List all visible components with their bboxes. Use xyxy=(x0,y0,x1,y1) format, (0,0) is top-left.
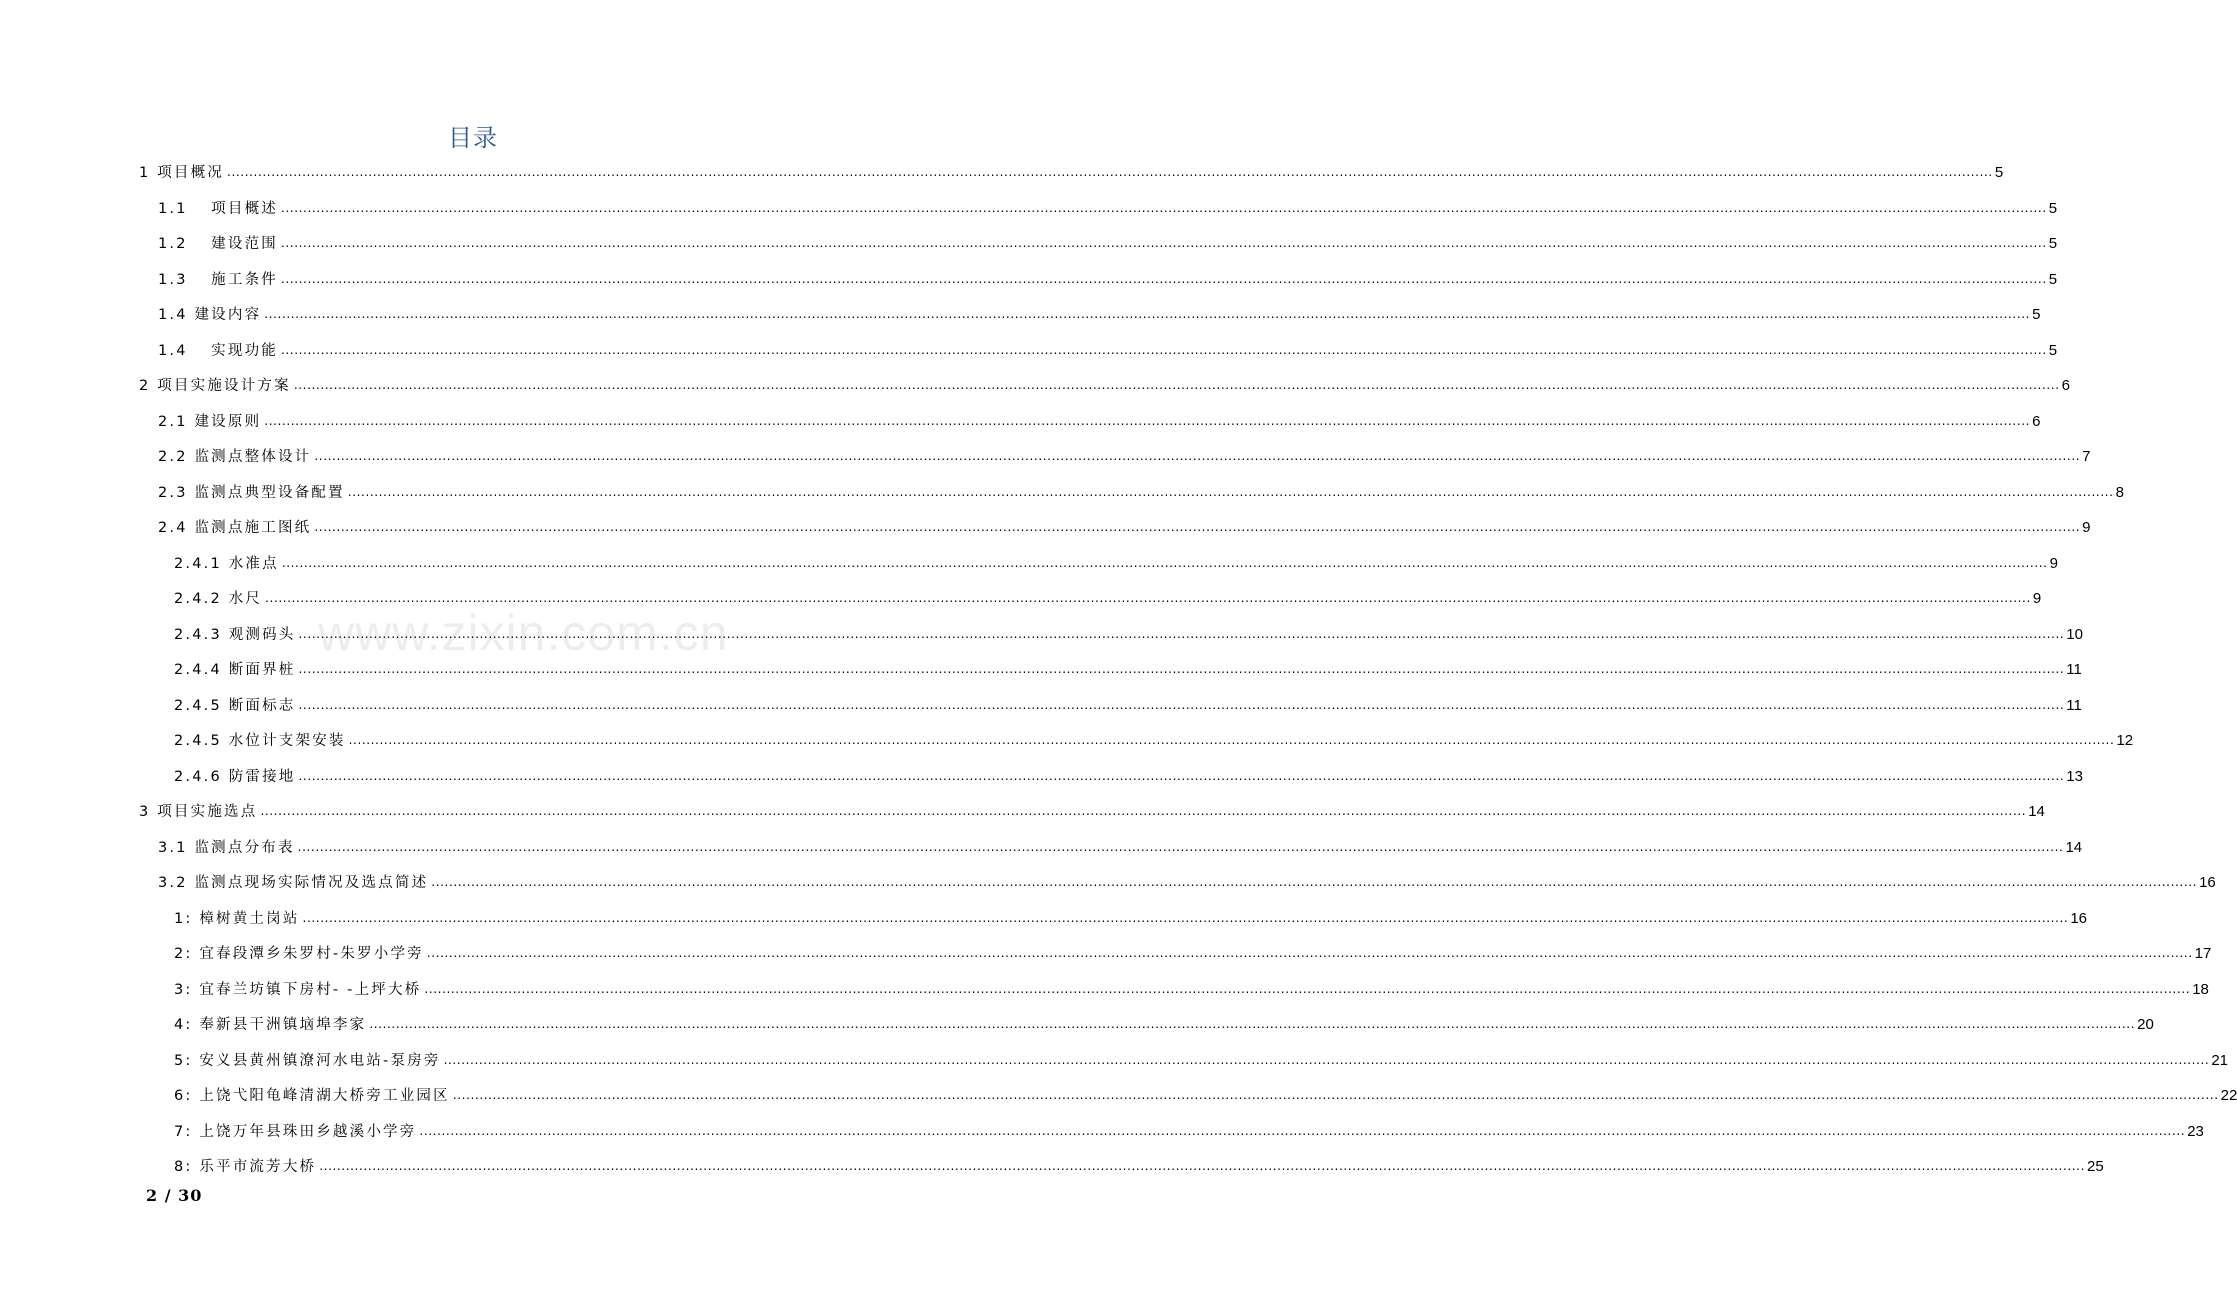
toc-entry[interactable] xyxy=(158,409,2041,431)
toc-leader-dots: ................................................................................................................................................................................................................................................................................................................................................................................................................ xyxy=(265,591,2031,605)
toc-entry-page: 22 xyxy=(2220,1087,2237,1104)
toc-entry[interactable] xyxy=(174,586,2042,608)
toc-leader-dots: ................................................................................................................................................................................................................................................................................................................................................................................................................ xyxy=(298,662,2065,676)
toc-entry-label: 2.4.6 防雷接地 xyxy=(174,768,296,785)
toc-entry-page: 5 xyxy=(2048,341,2058,359)
toc-entry-label: 1.1 项目概述 xyxy=(158,200,278,217)
toc-leader-dots: ................................................................................................................................................................................................................................................................................................................................................................................................................ xyxy=(319,1159,2086,1173)
page-title: 目录 xyxy=(448,124,498,152)
toc-leader-dots: ................................................................................................................................................................................................................................................................................................................................................................................................................ xyxy=(227,165,1993,179)
toc-entry-label: 1.3 施工条件 xyxy=(158,271,278,288)
toc-entry-label: 2 项目实施设计方案 xyxy=(139,378,291,394)
toc-leader-dots: ................................................................................................................................................................................................................................................................................................................................................................................................................ xyxy=(426,946,2193,960)
toc-entry-page: 6 xyxy=(2061,377,2070,394)
toc-entry-label: 1 项目概况 xyxy=(139,165,225,181)
toc-entry-page: 5 xyxy=(1994,164,2004,181)
toc-entry[interactable] xyxy=(174,693,2082,715)
toc-entry[interactable] xyxy=(174,657,2082,679)
toc-entry[interactable] xyxy=(158,444,2091,466)
toc-leader-dots: ................................................................................................................................................................................................................................................................................................................................................................................................................ xyxy=(347,484,2114,499)
toc-entry-page: 17 xyxy=(2194,945,2212,962)
toc-entry-label: 2.4.3 观测码头 xyxy=(174,626,296,643)
toc-entry[interactable] xyxy=(174,551,2058,573)
toc-entry-page: 5 xyxy=(2048,270,2058,288)
toc-entry-page: 13 xyxy=(2066,767,2083,785)
toc-leader-dots: ................................................................................................................................................................................................................................................................................................................................................................................................................ xyxy=(298,768,2065,783)
toc-entry-page: 14 xyxy=(2065,838,2083,856)
toc-entry[interactable] xyxy=(158,480,2124,502)
toc-entry-page: 7 xyxy=(2082,448,2091,465)
toc-leader-dots: ................................................................................................................................................................................................................................................................................................................................................................................................................ xyxy=(260,804,2027,818)
toc-entry-page: 9 xyxy=(2082,519,2091,536)
toc-entry-page: 5 xyxy=(2048,199,2058,217)
watermark: www.zixin.com.cn xyxy=(318,605,729,661)
toc-entry-label: 2.2 监测点整体设计 xyxy=(158,449,312,465)
toc-entry[interactable] xyxy=(174,977,2209,999)
toc-leader-dots: ................................................................................................................................................................................................................................................................................................................................................................................................................ xyxy=(348,733,2115,747)
toc-entry-page: 6 xyxy=(2032,412,2041,430)
toc-entry-page: 12 xyxy=(2116,732,2134,749)
toc-entry-page: 25 xyxy=(2087,1158,2104,1175)
toc-entry-page: 8 xyxy=(2115,483,2124,501)
toc-entry[interactable] xyxy=(174,764,2083,786)
toc-entry[interactable] xyxy=(158,231,2058,253)
toc-entry[interactable] xyxy=(174,906,2087,928)
toc-leader-dots: ................................................................................................................................................................................................................................................................................................................................................................................................................ xyxy=(280,342,2047,357)
toc-leader-dots: ................................................................................................................................................................................................................................................................................................................................................................................................................ xyxy=(280,200,2047,215)
toc-entry-label: 2: 宜春段潭乡朱罗村-朱罗小学旁 xyxy=(174,946,424,962)
toc-entry-page: 16 xyxy=(2070,909,2087,927)
toc-leader-dots: ................................................................................................................................................................................................................................................................................................................................................................................................................ xyxy=(281,555,2048,570)
toc-entry-label: 1: 樟树黄土岗站 xyxy=(174,910,300,927)
toc-entry-label: 2.1 建设原则 xyxy=(158,413,262,430)
toc-entry-page: 5 xyxy=(2032,306,2041,323)
toc-entry-label: 6: 上饶弋阳龟峰清湖大桥旁工业园区 xyxy=(174,1088,450,1104)
toc-entry[interactable] xyxy=(139,160,2004,182)
toc-entry-label: 2.4.5 水位计支架安装 xyxy=(174,733,346,749)
toc-entry-label: 2.4 监测点施工图纸 xyxy=(158,520,312,536)
toc-entry[interactable] xyxy=(158,267,2058,289)
toc-entry-page: 18 xyxy=(2192,980,2209,998)
toc-entry[interactable] xyxy=(158,870,2216,892)
toc-entry-page: 10 xyxy=(2066,625,2083,643)
toc-leader-dots: ................................................................................................................................................................................................................................................................................................................................................................................................................ xyxy=(431,875,2198,889)
toc-entry[interactable] xyxy=(174,728,2134,750)
toc-entry[interactable] xyxy=(158,338,2058,360)
toc-entry-page: 5 xyxy=(2048,235,2058,252)
toc-entry-label: 2.4.4 断面界桩 xyxy=(174,662,296,678)
toc-entry-label: 2.4.1 水准点 xyxy=(174,555,279,572)
toc-entry[interactable] xyxy=(158,515,2091,537)
toc-entry[interactable] xyxy=(158,196,2058,218)
toc-entry-label: 7: 上饶万年县珠田乡越溪小学旁 xyxy=(174,1123,417,1140)
toc-leader-dots: ................................................................................................................................................................................................................................................................................................................................................................................................................ xyxy=(298,697,2065,712)
toc-entry[interactable] xyxy=(174,1012,2154,1034)
toc-leader-dots: ................................................................................................................................................................................................................................................................................................................................................................................................................ xyxy=(369,1017,2136,1031)
toc-leader-dots: ................................................................................................................................................................................................................................................................................................................................................................................................................ xyxy=(264,413,2031,428)
toc-leader-dots: ................................................................................................................................................................................................................................................................................................................................................................................................................ xyxy=(297,839,2064,854)
toc-leader-dots: ................................................................................................................................................................................................................................................................................................................................................................................................................ xyxy=(443,1052,2210,1067)
toc-leader-dots: ................................................................................................................................................................................................................................................................................................................................................................................................................ xyxy=(314,520,2081,534)
toc-entry-label: 1.4 实现功能 xyxy=(158,342,278,359)
toc-leader-dots: ................................................................................................................................................................................................................................................................................................................................................................................................................ xyxy=(264,307,2031,321)
toc-leader-dots: ................................................................................................................................................................................................................................................................................................................................................................................................................ xyxy=(424,981,2191,996)
toc-leader-dots: ................................................................................................................................................................................................................................................................................................................................................................................................................ xyxy=(314,449,2081,463)
toc-entry[interactable] xyxy=(139,799,2045,821)
toc-entry[interactable] xyxy=(158,302,2041,324)
toc-entry-page: 23 xyxy=(2187,1122,2204,1140)
toc-entry-page: 14 xyxy=(2028,803,2045,820)
toc-entry-label: 2.4.5 断面标志 xyxy=(174,697,296,714)
toc-entry-label: 5: 安义县黄州镇潦河水电站-泵房旁 xyxy=(174,1052,441,1069)
toc-entry-label: 3 项目实施选点 xyxy=(139,804,258,820)
toc-entry[interactable] xyxy=(174,941,2212,963)
toc-entry-page: 21 xyxy=(2211,1051,2229,1069)
toc-entry-page: 16 xyxy=(2199,874,2216,891)
toc-leader-dots: ................................................................................................................................................................................................................................................................................................................................................................................................................ xyxy=(298,626,2065,641)
toc-entry[interactable] xyxy=(174,622,2083,644)
toc-entry[interactable] xyxy=(174,1048,2229,1070)
toc-entry-page: 9 xyxy=(2049,554,2058,572)
toc-leader-dots: ................................................................................................................................................................................................................................................................................................................................................................................................................ xyxy=(452,1088,2219,1102)
toc-leader-dots: ................................................................................................................................................................................................................................................................................................................................................................................................................ xyxy=(302,910,2069,925)
toc-entry-label: 3.1 监测点分布表 xyxy=(158,839,295,856)
toc-entry-label: 1.4 建设内容 xyxy=(158,307,262,323)
toc-entry-label: 3.2 监测点现场实际情况及选点简述 xyxy=(158,875,429,891)
toc-entry-label: 2.3 监测点典型设备配置 xyxy=(158,484,345,501)
toc-leader-dots: ................................................................................................................................................................................................................................................................................................................................................................................................................ xyxy=(293,378,2060,392)
toc-entry[interactable] xyxy=(139,373,2070,395)
toc-entry[interactable] xyxy=(174,1119,2204,1141)
toc-entry-label: 1.2 建设范围 xyxy=(158,236,278,252)
toc-entry[interactable] xyxy=(158,835,2083,857)
toc-entry[interactable] xyxy=(174,1083,2237,1105)
page-number: 2 / 30 xyxy=(146,1186,203,1205)
toc-leader-dots: ................................................................................................................................................................................................................................................................................................................................................................................................................ xyxy=(280,236,2047,250)
toc-entry-page: 11 xyxy=(2066,661,2082,678)
toc-entry-page: 20 xyxy=(2137,1016,2154,1033)
toc-entry[interactable] xyxy=(174,1154,2104,1176)
toc-entry-page: 11 xyxy=(2066,696,2082,714)
toc-entry-page: 9 xyxy=(2032,590,2042,607)
toc-leader-dots: ................................................................................................................................................................................................................................................................................................................................................................................................................ xyxy=(419,1123,2186,1138)
toc-entry-label: 4: 奉新县干洲镇垴埠李家 xyxy=(174,1017,367,1033)
toc-entry-label: 8: 乐平市流芳大桥 xyxy=(174,1159,317,1175)
toc-leader-dots: ................................................................................................................................................................................................................................................................................................................................................................................................................ xyxy=(280,271,2047,286)
toc-entry-label: 3: 宜春兰坊镇下房村- -上坪大桥 xyxy=(174,981,422,998)
toc-entry-label: 2.4.2 水尺 xyxy=(174,591,263,607)
